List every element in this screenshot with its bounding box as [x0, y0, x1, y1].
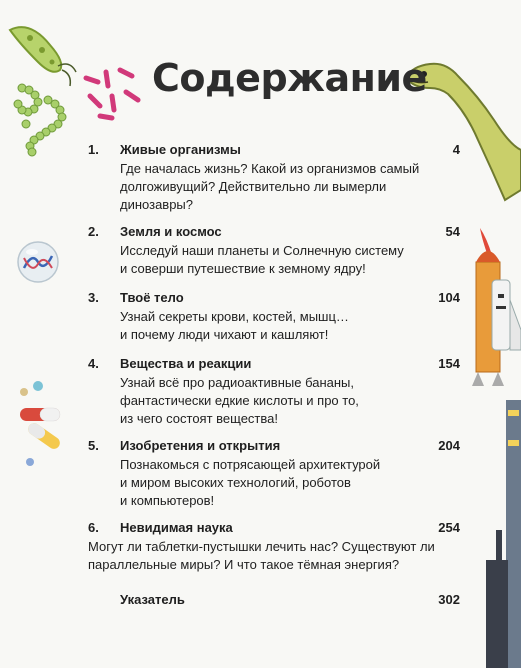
- entry-number: 4.: [88, 356, 99, 371]
- description-line: и компьютеров!: [120, 493, 215, 508]
- entry-page-number: 302: [438, 592, 460, 607]
- toc-entry-index[interactable]: [88, 592, 460, 610]
- cell-chain-icon: [14, 84, 66, 156]
- entry-description: [120, 308, 460, 344]
- entry-heading[interactable]: Указатель: [120, 592, 185, 607]
- entry-number: 3.: [88, 290, 99, 305]
- entry-number: 6.: [88, 520, 99, 535]
- bacterium-icon: [10, 27, 76, 86]
- page-title: Содержание: [152, 56, 427, 100]
- description-line: Где началась жизнь? Какой из организмов самый: [120, 161, 420, 176]
- entry-description: [120, 374, 460, 428]
- toc-entry[interactable]: [88, 438, 460, 510]
- toc-entry[interactable]: [88, 520, 460, 538]
- dna-sphere-icon: [18, 242, 58, 282]
- entry-heading[interactable]: Твоё тело: [120, 290, 184, 305]
- entry-number: 5.: [88, 438, 99, 453]
- entry-description: [88, 538, 468, 574]
- description-line: и миром высоких технологий, роботов: [120, 475, 351, 490]
- pink-bacteria-icon: [86, 70, 138, 118]
- toc-entry[interactable]: [88, 356, 460, 428]
- entry-page-number: 54: [445, 224, 460, 239]
- description-line: и соверши путешествие к земному ядру!: [120, 261, 366, 276]
- description-line: параллельные миры? И что такое тёмная энергия?: [88, 557, 400, 572]
- description-line: Узнай секреты крови, костей, мышц…: [120, 309, 349, 324]
- toc-entry[interactable]: [88, 142, 460, 214]
- description-line: Могут ли таблетки-пустышки лечить нас? Существуют ли: [88, 539, 435, 554]
- entry-page-number: 4: [452, 142, 460, 157]
- description-line: динозавры?: [120, 197, 194, 212]
- description-line: фантастически едкие кислоты и про то,: [120, 393, 359, 408]
- description-line: и почему люди чихают и кашляют!: [120, 327, 329, 342]
- toc-entry[interactable]: [88, 290, 460, 344]
- entry-heading[interactable]: Вещества и реакции: [120, 356, 252, 371]
- entry-page-number: 254: [438, 520, 460, 535]
- description-line: из чего состоят вещества!: [120, 411, 278, 426]
- entry-number: 2.: [88, 224, 99, 239]
- toc-entry[interactable]: [88, 224, 460, 278]
- entry-heading[interactable]: Живые организмы: [120, 142, 241, 157]
- entry-description: [120, 242, 460, 278]
- description-line: долгоживущий? Действительно ли вымерли: [120, 179, 387, 194]
- description-line: Познакомься с потрясающей архитектурой: [120, 457, 381, 472]
- entry-page-number: 104: [438, 290, 460, 305]
- entry-description: [120, 160, 460, 214]
- description-line: Исследуй наши планеты и Солнечную систему: [120, 243, 404, 258]
- description-line: Узнай всё про радиоактивные бананы,: [120, 375, 354, 390]
- entry-heading[interactable]: Невидимая наука: [120, 520, 233, 535]
- pills-icon: [20, 381, 62, 466]
- entry-number: 1.: [88, 142, 99, 157]
- entry-page-number: 154: [438, 356, 460, 371]
- entry-heading[interactable]: Земля и космос: [120, 224, 222, 239]
- rocket-icon: [472, 228, 521, 386]
- tower-icon: [486, 400, 521, 668]
- entry-page-number: 204: [438, 438, 460, 453]
- entry-heading[interactable]: Изобретения и открытия: [120, 438, 281, 453]
- entry-description: [120, 456, 460, 510]
